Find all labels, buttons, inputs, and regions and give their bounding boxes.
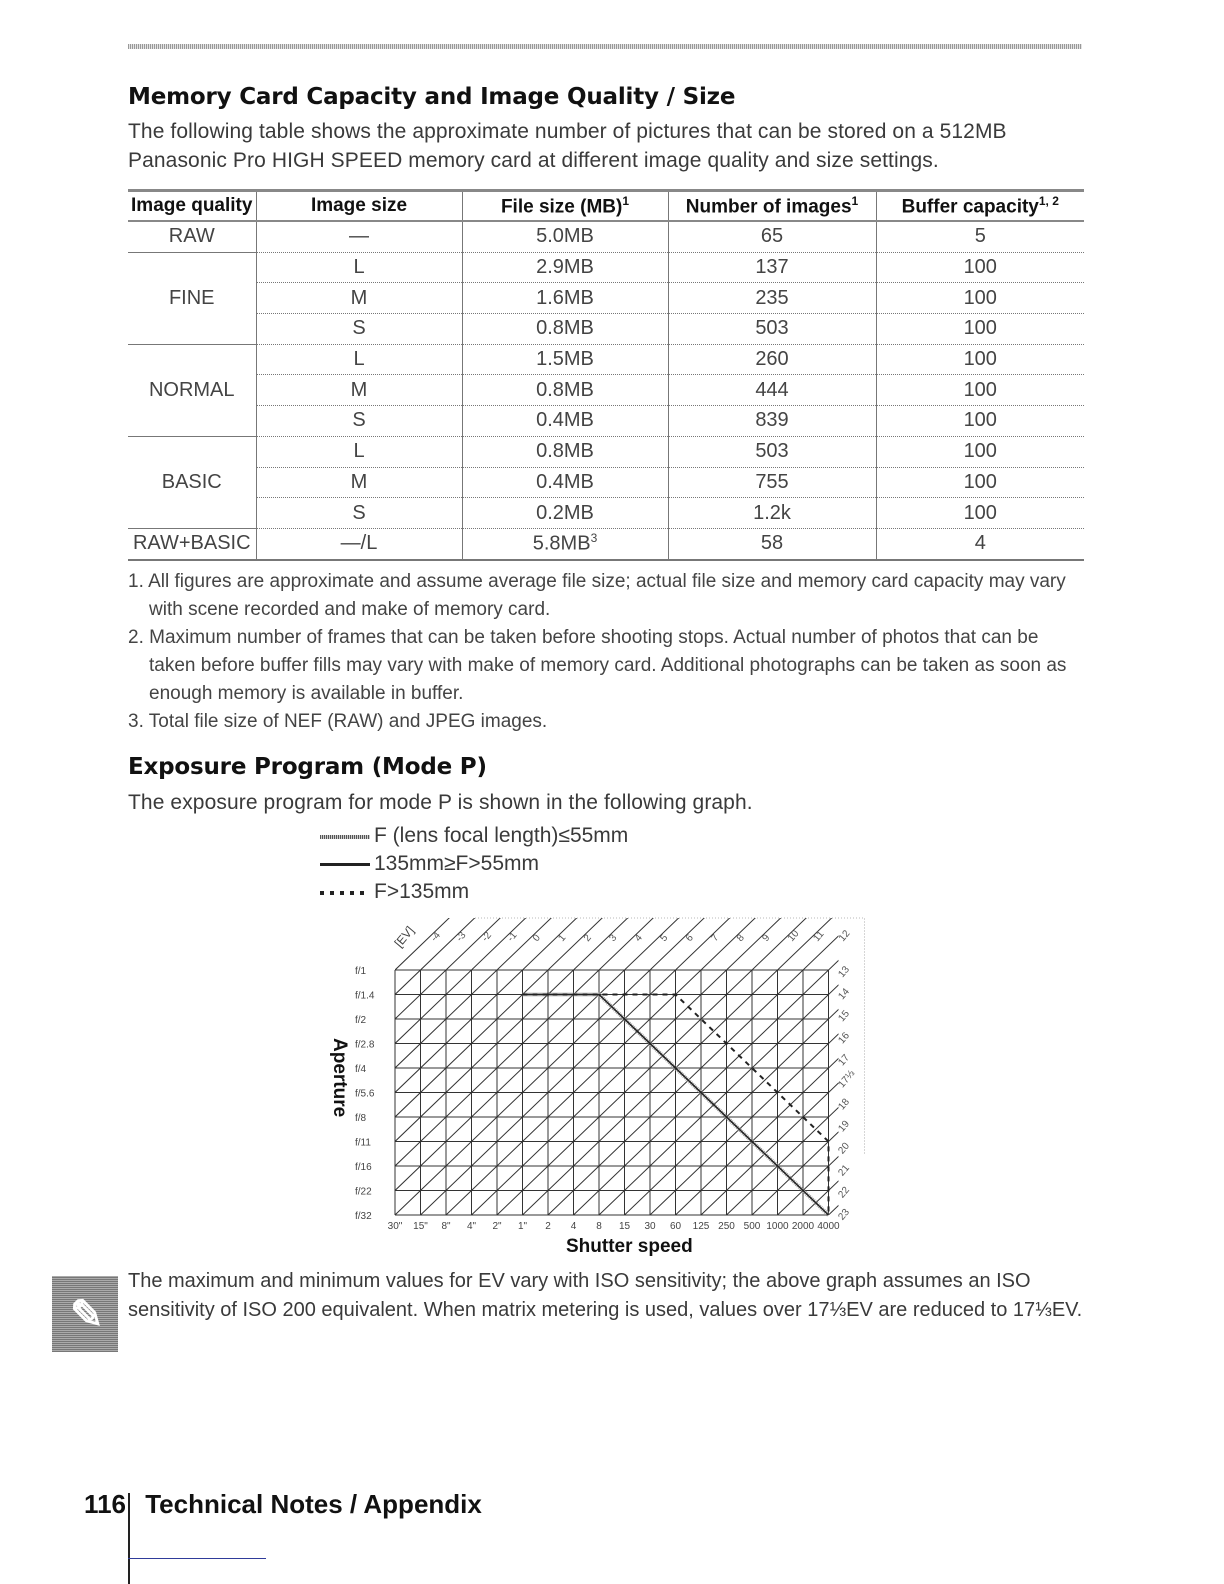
buffer-cell: 100 xyxy=(876,467,1084,498)
y-axis-label: Aperture xyxy=(329,1038,350,1118)
size-cell: L xyxy=(256,252,462,283)
buffer-cell: 100 xyxy=(876,375,1084,406)
footer-rule xyxy=(128,1558,266,1559)
ev-value-label: 23 xyxy=(836,1206,852,1223)
ev-value-label: -4 xyxy=(428,930,444,944)
x-tick-label: 2000 xyxy=(791,1221,815,1232)
images-cell: 58 xyxy=(668,528,876,559)
buffer-cell: 100 xyxy=(876,436,1084,467)
table-row xyxy=(128,406,1084,437)
x-tick-label: 1000 xyxy=(766,1221,789,1232)
size-cell: —/L xyxy=(256,528,462,559)
images-cell: 65 xyxy=(668,221,876,252)
ev-line xyxy=(446,911,762,1215)
x-tick-label: 4000 xyxy=(817,1221,840,1232)
file-size-cell: $5.8MB^3$ xyxy=(462,528,668,559)
ev-value-label: 7 xyxy=(709,932,722,944)
images-cell: 1.2k xyxy=(668,498,876,529)
quality-cell: FINE xyxy=(128,252,256,344)
y-tick-label: f/11 xyxy=(355,1137,371,1149)
buffer-cell: 5 xyxy=(876,221,1084,252)
table-row xyxy=(128,283,1084,314)
size-cell: S xyxy=(256,498,462,529)
x-tick-label: 15" xyxy=(413,1221,428,1232)
x-tick-label: 500 xyxy=(743,1221,761,1232)
ev-value-label: 15 xyxy=(836,1008,852,1025)
header-image-quality: Image quality xyxy=(128,191,256,222)
size-cell: M xyxy=(256,375,462,406)
section-title-capacity: Memory Card Capacity and Image Quality / Size xyxy=(128,84,736,110)
exposure-program-chart xyxy=(318,910,898,1240)
header-number-of-images: Number of images$^1$ xyxy=(668,191,876,222)
table-row xyxy=(128,528,1084,559)
ev-value-label: 3 xyxy=(607,932,620,944)
page-number: 116 xyxy=(84,1489,126,1519)
legend-item: 135mm≥F>55mm xyxy=(318,850,628,878)
page-footer xyxy=(82,1489,482,1520)
file-size-cell: 0.2MB xyxy=(462,498,668,529)
ev-value-label: 9 xyxy=(760,932,773,944)
table-row xyxy=(128,252,1084,283)
capacity-table xyxy=(128,189,1084,561)
ev-value-label: 19 xyxy=(836,1118,852,1135)
ev-value-label: 16 xyxy=(836,1030,852,1047)
ev-line xyxy=(523,911,839,1215)
ev-value-label: -3 xyxy=(454,930,469,944)
ev-line xyxy=(625,911,899,1215)
buffer-cell: 100 xyxy=(876,252,1084,283)
x-tick-label: 30" xyxy=(387,1221,403,1232)
ev-value-label: -1 xyxy=(505,930,520,944)
images-cell: 137 xyxy=(668,252,876,283)
y-tick-label: f/22 xyxy=(355,1186,372,1198)
quality-cell: BASIC xyxy=(128,436,256,528)
ev-line xyxy=(395,911,711,1215)
ev-value-label: 0 xyxy=(530,932,543,944)
footer-divider xyxy=(128,1493,130,1584)
note-text: The maximum and minimum values for EV vary with ISO sensitivity; the above graph assumes an ISO sensitivity of ISO 200 equivalent. When matrix metering is used, values over 17⅓EV are reduced to 17⅓EV. xyxy=(128,1270,1083,1321)
images-cell: 839 xyxy=(668,406,876,437)
y-tick-label: f/4 xyxy=(355,1064,367,1075)
buffer-cell: 4 xyxy=(876,528,1084,559)
ev-line xyxy=(548,911,864,1215)
ev-value-label: 4 xyxy=(632,932,645,944)
file-size-cell: 0.4MB xyxy=(462,406,668,437)
footnote: 1. All figures are approximate and assume average file size; actual file size and memory card capacity may vary with scene recorded and make of memory card. xyxy=(128,571,1066,620)
table-header-row xyxy=(128,191,1084,222)
images-cell: 260 xyxy=(668,344,876,375)
images-cell: 503 xyxy=(668,314,876,345)
x-tick-label: 8 xyxy=(596,1221,602,1232)
buffer-cell: 100 xyxy=(876,498,1084,529)
file-size-cell: 0.8MB xyxy=(462,375,668,406)
ev-value-label: 20 xyxy=(836,1140,852,1157)
ev-value-label: 2 xyxy=(581,932,594,944)
x-tick-label: 250 xyxy=(718,1221,735,1232)
file-size-cell: 0.4MB xyxy=(462,467,668,498)
x-tick-label: 4 xyxy=(570,1221,577,1232)
legend-item: F>135mm xyxy=(318,878,628,906)
legend-swatch-solid xyxy=(320,863,370,866)
x-tick-label: 4" xyxy=(466,1221,477,1232)
images-cell: 755 xyxy=(668,467,876,498)
x-tick-label: 125 xyxy=(692,1221,710,1232)
size-cell: S xyxy=(256,314,462,345)
table-row xyxy=(128,498,1084,529)
ev-value-label: 21 xyxy=(836,1162,852,1179)
file-size-cell: 2.9MB xyxy=(462,252,668,283)
ev-value-label: 8 xyxy=(734,932,747,944)
buffer-cell: 100 xyxy=(876,344,1084,375)
buffer-cell: 100 xyxy=(876,314,1084,345)
y-tick-label: f/8 xyxy=(355,1113,367,1124)
y-tick-label: f/32 xyxy=(355,1211,372,1222)
table-row xyxy=(128,314,1084,345)
ev-line xyxy=(854,911,898,1215)
ev-value-label: 17 xyxy=(836,1052,852,1069)
note-icon: ✎ xyxy=(52,1276,118,1352)
table-row xyxy=(128,375,1084,406)
size-cell: S xyxy=(256,406,462,437)
file-size-cell: 1.6MB xyxy=(462,283,668,314)
buffer-cell: 100 xyxy=(876,406,1084,437)
ev-line xyxy=(421,911,737,1215)
ev-value-label: 5 xyxy=(658,932,671,944)
size-cell: L xyxy=(256,344,462,375)
ev-line xyxy=(497,911,813,1215)
file-size-cell: 0.8MB xyxy=(462,436,668,467)
table-row xyxy=(128,467,1084,498)
images-cell: 444 xyxy=(668,375,876,406)
legend-swatch-dotted xyxy=(320,891,370,895)
y-tick-label: f/16 xyxy=(355,1162,372,1173)
table-row xyxy=(128,436,1084,467)
ev-value-label: 13 xyxy=(836,964,852,980)
header-buffer-capacity: Buffer capacity$^{1, 2}$ xyxy=(876,191,1084,222)
table-row xyxy=(128,344,1084,375)
footer-title: Technical Notes / Appendix xyxy=(145,1489,482,1519)
header-file-size: File size (MB)$^1$ xyxy=(462,191,668,222)
quality-cell: RAW+BASIC xyxy=(128,528,256,559)
ev-axis-label: [EV] xyxy=(391,923,417,950)
ev-value-label: 10 xyxy=(785,928,802,944)
size-cell: M xyxy=(256,467,462,498)
ev-line xyxy=(344,911,660,1215)
x-tick-label: 2" xyxy=(492,1221,502,1232)
ev-value-label: 11 xyxy=(811,928,827,944)
x-tick-label: 30 xyxy=(644,1221,656,1232)
x-tick-label: 1" xyxy=(517,1221,528,1232)
legend-swatch-hatched xyxy=(320,835,370,839)
y-tick-label: f/1.4 xyxy=(355,990,375,1002)
quality-cell: NORMAL xyxy=(128,344,256,436)
size-cell: L xyxy=(256,436,462,467)
table-row xyxy=(128,221,1084,252)
ev-value-label: 14 xyxy=(836,986,852,1003)
size-cell: — xyxy=(256,221,462,252)
ev-value-label: -2 xyxy=(479,930,495,944)
exposure-intro: The exposure program for mode P is shown in the following graph. xyxy=(128,791,753,814)
capacity-intro: The following table shows the approximate number of pictures that can be stored on a 512MB Panasonic Pro HIGH SPEED memory card at different image quality and size settings. xyxy=(128,120,1007,172)
x-tick-label: 8" xyxy=(441,1221,451,1232)
top-rule xyxy=(128,44,1082,49)
quality-cell: RAW xyxy=(128,221,256,252)
footnote: 3. Total file size of NEF (RAW) and JPEG images. xyxy=(128,711,548,732)
legend-item: F (lens focal length)≤55mm xyxy=(318,822,628,850)
ev-value-label: 22 xyxy=(836,1184,852,1201)
x-tick-label: 2 xyxy=(545,1221,551,1232)
x-axis-label: Shutter speed xyxy=(566,1236,693,1257)
x-tick-label: 15 xyxy=(618,1221,631,1232)
ev-value-label: 1 xyxy=(556,932,569,944)
footnotes xyxy=(128,568,1084,736)
y-tick-label: f/2 xyxy=(355,1015,367,1026)
section-title-exposure: Exposure Program (Mode P) xyxy=(128,754,487,780)
ev-value-label: 12 xyxy=(836,928,853,944)
ev-value-label: 6 xyxy=(683,932,696,944)
size-cell: M xyxy=(256,283,462,314)
ev-line xyxy=(472,911,788,1215)
y-tick-label: f/5.6 xyxy=(355,1088,375,1100)
ev-value-label: 17⅓ xyxy=(836,1068,858,1091)
header-image-size: Image size xyxy=(256,191,462,222)
ev-value-label: 18 xyxy=(836,1096,852,1113)
ev-line xyxy=(370,911,686,1215)
file-size-cell: 0.8MB xyxy=(462,314,668,345)
y-tick-label: f/1 xyxy=(355,966,367,977)
images-cell: 503 xyxy=(668,436,876,467)
footnote: 2. Maximum number of frames that can be taken before shooting stops. Actual number of photos that can be taken before buffer fills may vary with make of memory card. Additional photographs can be taken as soon as enough memory is available in buffer. xyxy=(128,627,1067,704)
images-cell: 235 xyxy=(668,283,876,314)
ev-line xyxy=(880,911,899,1215)
y-tick-label: f/2.8 xyxy=(355,1039,375,1051)
x-tick-label: 60 xyxy=(669,1221,682,1232)
chart-legend xyxy=(318,822,628,906)
file-size-cell: 5.0MB xyxy=(462,221,668,252)
buffer-cell: 100 xyxy=(876,283,1084,314)
file-size-cell: 1.5MB xyxy=(462,344,668,375)
